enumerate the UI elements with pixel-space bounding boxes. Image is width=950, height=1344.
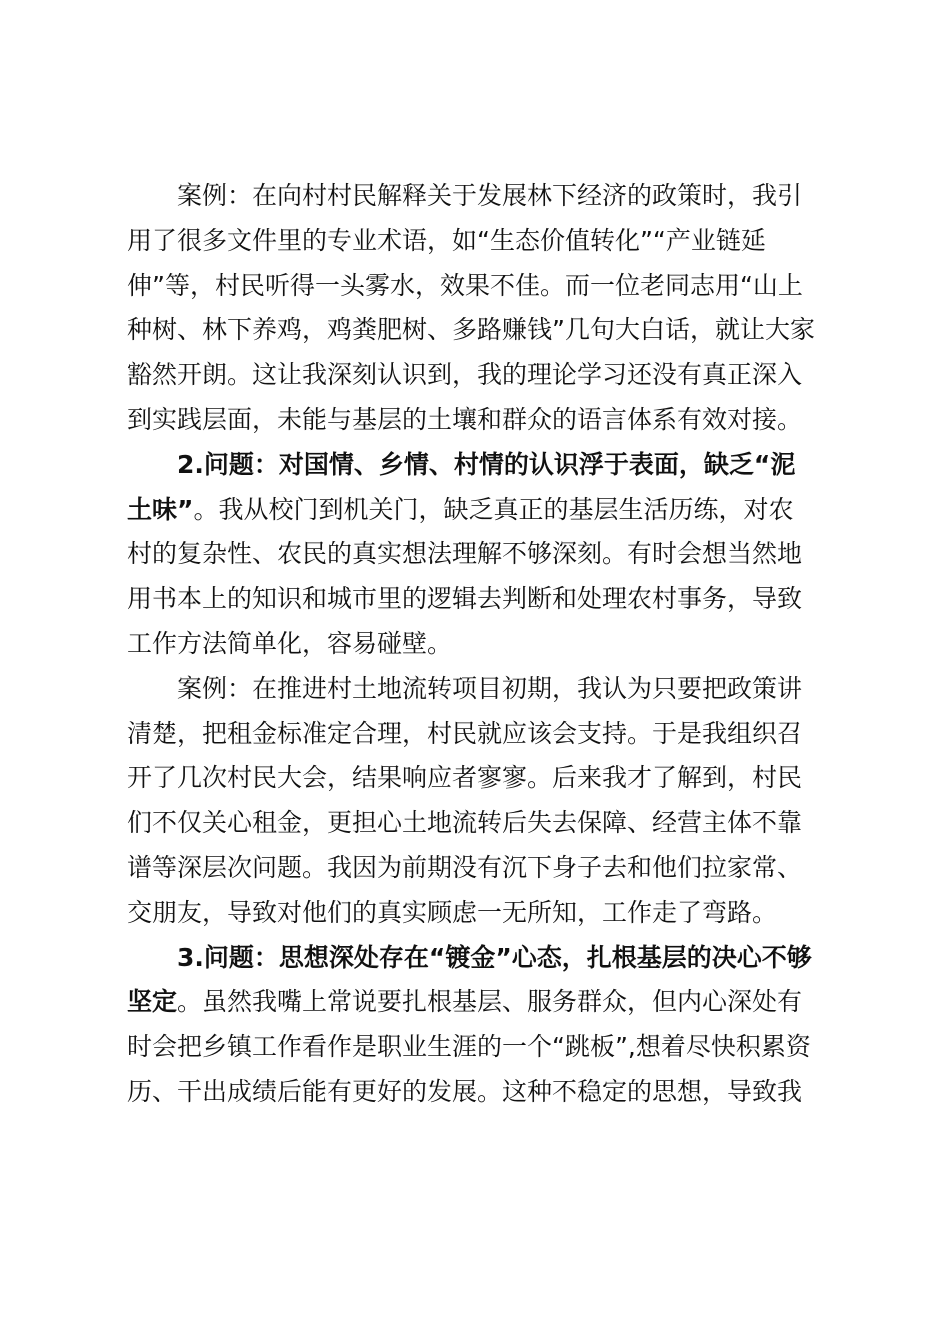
text-line (127, 756, 832, 801)
text-line (127, 801, 832, 846)
text-line (127, 936, 832, 981)
text-line (127, 891, 832, 936)
document-body (127, 174, 832, 1115)
text-line (127, 712, 832, 757)
heading-text: 坚定 (127, 987, 178, 1017)
body-text: 用了很多文件里的专业术语，如“生态价值转化”“产业链延 (127, 225, 766, 255)
body-text: 历、干出成绩后能有更好的发展。这种不稳定的思想，导致我 (127, 1076, 803, 1106)
text-line (127, 443, 832, 488)
heading-text: 3.问题：思想深处存在“镀金”心态，扎根基层的决心不够 (177, 942, 812, 972)
text-line (127, 308, 832, 353)
body-text: 伸”等，村民听得一头雾水，效果不佳。而一位老同志用“山上 (127, 270, 803, 300)
heading-text: 土味” (127, 494, 194, 524)
body-text: 用书本上的知识和城市里的逻辑去判断和处理农村事务，导致 (127, 584, 803, 614)
text-line (127, 846, 832, 891)
text-line (127, 667, 832, 712)
text-line (127, 219, 832, 264)
body-text: 种树、林下养鸡，鸡粪肥树、多路赚钱”几句大白话，就让大家 (127, 315, 815, 345)
body-text: 交朋友，导致对他们的真实顾虑一无所知，工作走了弯路。 (127, 897, 778, 927)
text-line (127, 353, 832, 398)
text-line (127, 577, 832, 622)
text-line (127, 980, 832, 1025)
body-text: 工作方法简单化，容易碰壁。 (127, 628, 453, 658)
text-line (127, 532, 832, 577)
body-text: 案例：在向村村民解释关于发展林下经济的政策时，我引 (177, 181, 803, 210)
body-text: 谱等深层次问题。我因为前期没有沉下身子去和他们拉家常、 (127, 852, 803, 882)
text-line (127, 1025, 832, 1070)
text-line (127, 264, 832, 309)
text-line (127, 398, 832, 443)
body-text: 们不仅关心租金，更担心土地流转后失去保障、经营主体不靠 (127, 808, 803, 838)
text-line (127, 1070, 832, 1115)
body-text: 清楚，把租金标准定合理，村民就应该会支持。于是我组织召 (127, 718, 803, 748)
body-text: 豁然开朗。这让我深刻认识到，我的理论学习还没有真正深入 (127, 360, 803, 390)
body-text: 到实践层面，未能与基层的土壤和群众的语言体系有效对接。 (127, 404, 803, 434)
body-text: 村的复杂性、农民的真实想法理解不够深刻。有时会想当然地 (127, 539, 803, 569)
text-line (127, 488, 832, 533)
body-text: 。我从校门到机关门，缺乏真正的基层生活历练，对农 (193, 494, 794, 524)
text-line (127, 174, 832, 219)
body-text: 时会把乡镇工作看作是职业生涯的一个“跳板”,想着尽快积累资 (127, 1032, 811, 1062)
body-text: 案例：在推进村土地流转项目初期，我认为只要把政策讲 (177, 673, 803, 703)
heading-text: 2.问题：对国情、乡情、村情的认识浮于表面，缺乏“泥 (177, 449, 796, 479)
body-text: 。虽然我嘴上常说要扎根基层、服务群众，但内心深处有 (177, 987, 803, 1017)
body-text: 开了几次村民大会，结果响应者寥寥。后来我才了解到，村民 (127, 763, 803, 793)
text-line (127, 622, 832, 667)
